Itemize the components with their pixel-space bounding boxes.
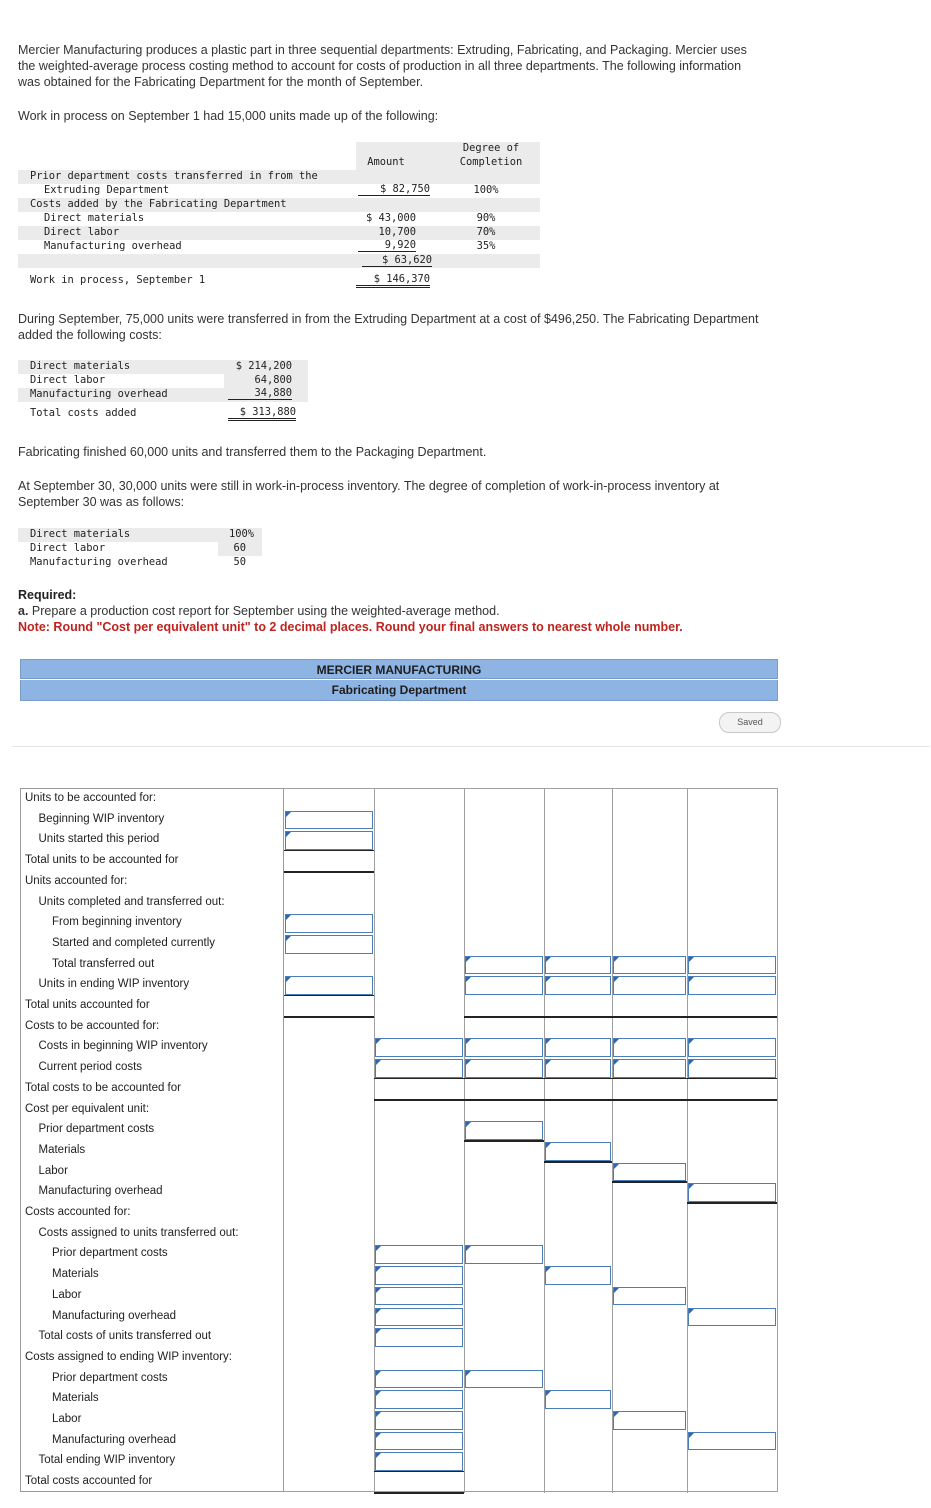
answer-input[interactable] bbox=[688, 976, 776, 995]
total-line bbox=[687, 1202, 777, 1204]
total-line bbox=[374, 1099, 777, 1101]
answer-input[interactable] bbox=[688, 1183, 776, 1202]
report-row-label: Total units accounted for bbox=[25, 999, 150, 1011]
added-costs-table bbox=[18, 360, 308, 424]
wip-dl-degree: 70% bbox=[476, 226, 496, 238]
report-row-label: Total costs of units transferred out bbox=[38, 1330, 212, 1343]
answer-input[interactable] bbox=[465, 1038, 543, 1057]
answer-input[interactable] bbox=[375, 1287, 463, 1306]
wip-row-prior-2: Extruding Department bbox=[44, 184, 170, 196]
total-line bbox=[464, 1016, 777, 1018]
ending-wip-line-2: September 30 was as follows: bbox=[18, 495, 185, 509]
answer-input[interactable] bbox=[613, 1287, 686, 1306]
answer-input[interactable] bbox=[375, 1308, 463, 1327]
report-row-label: Labor bbox=[52, 1288, 82, 1301]
total-line bbox=[612, 1181, 687, 1183]
added-total-val: $ 313,880 bbox=[228, 406, 296, 421]
report-row-label: Cost per equivalent unit: bbox=[25, 1102, 150, 1115]
report-row-label: Units to be accounted for: bbox=[25, 792, 157, 804]
report-row-label: Prior department costs bbox=[52, 1371, 168, 1384]
report-row-label: Labor bbox=[38, 1164, 68, 1177]
answer-input[interactable] bbox=[613, 1059, 686, 1078]
report-row-label: Materials bbox=[52, 1268, 99, 1281]
report-row-label: Labor bbox=[52, 1413, 82, 1425]
intro-paragraph bbox=[18, 42, 918, 90]
end-dl: Direct labor bbox=[30, 542, 106, 554]
wip-dl-amount: 10,700 bbox=[378, 226, 416, 238]
report-row-label: Costs accounted for: bbox=[25, 1206, 131, 1218]
answer-input[interactable] bbox=[465, 1245, 543, 1264]
answer-input[interactable] bbox=[375, 1411, 463, 1430]
answer-input[interactable] bbox=[285, 935, 373, 954]
report-company: MERCIER MANUFACTURING bbox=[20, 659, 778, 679]
answer-input[interactable] bbox=[375, 1370, 463, 1389]
total-line bbox=[284, 995, 374, 996]
wip-col-degree-2: Completion bbox=[459, 156, 523, 168]
answer-input[interactable] bbox=[375, 1266, 463, 1285]
report-row-label: Units in ending WIP inventory bbox=[38, 978, 190, 991]
added-moh: Manufacturing overhead bbox=[30, 388, 168, 400]
intro-line-2: the weighted-average process costing method to account for costs of production in all three departments. The following information bbox=[18, 59, 742, 73]
finished-paragraph: Fabricating finished 60,000 units and transferred them to the Packaging Department. bbox=[18, 445, 487, 459]
answer-input[interactable] bbox=[285, 914, 373, 933]
answer-input[interactable] bbox=[375, 1245, 463, 1264]
total-line bbox=[544, 1161, 612, 1163]
wip-prior-degree: 100% bbox=[473, 184, 499, 196]
total-line bbox=[284, 1016, 374, 1018]
end-dm: Direct materials bbox=[30, 528, 131, 540]
required-part-a bbox=[18, 603, 918, 619]
report-row-label: Manufacturing overhead bbox=[38, 1185, 163, 1198]
answer-input[interactable] bbox=[465, 976, 543, 995]
answer-input[interactable] bbox=[613, 976, 686, 995]
answer-input[interactable] bbox=[688, 1059, 776, 1078]
answer-input[interactable] bbox=[545, 1390, 611, 1409]
answer-input[interactable] bbox=[688, 956, 776, 975]
part-a-text: Prepare a production cost report for September using the weighted-average method. bbox=[31, 604, 500, 618]
total-line bbox=[284, 850, 374, 851]
end-dm-val: 100% bbox=[228, 528, 254, 540]
answer-input[interactable] bbox=[375, 1432, 463, 1451]
wip-moh-degree: 35% bbox=[476, 240, 496, 252]
end-dl-val: 60 bbox=[233, 542, 246, 554]
wip-row-dm: Direct materials bbox=[44, 212, 145, 224]
report-row-label: Prior department costs bbox=[52, 1247, 168, 1260]
answer-input[interactable] bbox=[375, 1059, 463, 1078]
wip-moh-amount: 9,920 bbox=[358, 239, 416, 252]
wip-col-degree-1: Degree of bbox=[462, 142, 520, 154]
report-row-label: Total costs to be accounted for bbox=[25, 1081, 181, 1094]
intro-line-3: was obtained for the Fabricating Department for the month of September. bbox=[18, 75, 424, 89]
ending-wip-table bbox=[18, 528, 262, 570]
wip-intro: Work in process on September 1 had 15,000 units made up of the following: bbox=[18, 109, 439, 123]
report-row-label: Manufacturing overhead bbox=[52, 1309, 177, 1322]
report-row-label: Manufacturing overhead bbox=[52, 1433, 177, 1446]
wip-dm-amount: $ 43,000 bbox=[365, 212, 416, 224]
answer-input[interactable] bbox=[285, 976, 373, 995]
wip-dm-degree: 90% bbox=[476, 212, 496, 224]
wip-col-amount: Amount bbox=[367, 156, 405, 168]
answer-input[interactable] bbox=[375, 1390, 463, 1409]
end-moh-val: 50 bbox=[233, 556, 246, 568]
row-labels bbox=[20, 788, 284, 1492]
answer-input[interactable] bbox=[613, 956, 686, 975]
report-row-label: Total units to be accounted for bbox=[25, 854, 179, 867]
total-line bbox=[284, 871, 374, 873]
answer-input[interactable] bbox=[688, 1432, 776, 1451]
report-row-label: Prior department costs bbox=[38, 1123, 155, 1136]
answer-input[interactable] bbox=[545, 1038, 611, 1057]
total-line bbox=[374, 1492, 464, 1494]
report-department: Fabricating Department bbox=[20, 680, 778, 701]
answer-input[interactable] bbox=[375, 1038, 463, 1057]
answer-input[interactable] bbox=[613, 1411, 686, 1430]
report-row-label: Total ending WIP inventory bbox=[38, 1454, 176, 1467]
answer-input[interactable] bbox=[545, 1059, 611, 1078]
added-dl-val: 64,800 bbox=[254, 374, 292, 386]
value-columns bbox=[284, 788, 778, 1492]
report-row-label: Current period costs bbox=[38, 1061, 143, 1074]
total-line bbox=[374, 1471, 464, 1472]
answer-input[interactable] bbox=[688, 1308, 776, 1327]
wip-prior-amount: $ 82,750 bbox=[358, 183, 430, 196]
report-grid bbox=[20, 788, 778, 1492]
answer-input[interactable] bbox=[465, 1121, 543, 1140]
column-divider bbox=[687, 789, 688, 1493]
answer-input[interactable] bbox=[375, 1328, 463, 1347]
answer-input[interactable] bbox=[465, 1059, 543, 1078]
answer-input[interactable] bbox=[545, 1266, 611, 1285]
wip-row-dl: Direct labor bbox=[44, 226, 120, 238]
wip-total-amount: $ 146,370 bbox=[356, 273, 430, 288]
wip-subtotal: $ 63,620 bbox=[362, 254, 432, 267]
report-row-label: Total transferred out bbox=[52, 957, 155, 970]
report-row-label: From beginning inventory bbox=[52, 916, 182, 929]
total-line bbox=[464, 1140, 544, 1142]
wip-row-total: Work in process, September 1 bbox=[30, 274, 206, 286]
answer-input[interactable] bbox=[545, 1142, 611, 1161]
transfer-paragraph bbox=[18, 311, 918, 343]
report-row-label: Units started this period bbox=[38, 833, 160, 846]
ending-wip-paragraph bbox=[18, 478, 918, 510]
report-row-label: Started and completed currently bbox=[52, 936, 216, 949]
added-moh-val: 34,880 bbox=[228, 387, 292, 400]
added-dm: Direct materials bbox=[30, 360, 131, 372]
report-row-label: Costs to be accounted for: bbox=[25, 1019, 160, 1032]
answer-input[interactable] bbox=[285, 831, 373, 850]
wip-row-added: Costs added by the Fabricating Department bbox=[30, 198, 287, 210]
report-row-label: Materials bbox=[52, 1392, 99, 1405]
report-row-label: Costs assigned to units transferred out: bbox=[38, 1226, 239, 1239]
report-row-label: Total costs accounted for bbox=[25, 1475, 153, 1488]
wip-row-moh: Manufacturing overhead bbox=[44, 240, 182, 252]
part-a-prefix: a. bbox=[18, 604, 29, 618]
report-row-label: Beginning WIP inventory bbox=[38, 812, 165, 825]
transfer-line-1: During September, 75,000 units were transferred in from the Extruding Department at a cost of $496,250. The Fabricating Department bbox=[18, 312, 759, 326]
end-moh: Manufacturing overhead bbox=[30, 556, 168, 568]
answer-input[interactable] bbox=[465, 1370, 543, 1389]
answer-input[interactable] bbox=[465, 956, 543, 975]
intro-line-1: Mercier Manufacturing produces a plastic part in three sequential departments: Extruding, Fabricating, and Packaging. Mercier uses bbox=[18, 43, 747, 57]
answer-input[interactable] bbox=[688, 1038, 776, 1057]
total-line bbox=[374, 1078, 777, 1079]
required-title: Required: bbox=[18, 588, 77, 602]
answer-input[interactable] bbox=[545, 976, 611, 995]
answer-input[interactable] bbox=[613, 1038, 686, 1057]
required-note: Note: Round "Cost per equivalent unit" to 2 decimal places. Round your final answers to nearest whole number. bbox=[18, 620, 683, 634]
added-dm-val: $ 214,200 bbox=[235, 360, 292, 372]
ending-wip-line-1: At September 30, 30,000 units were still in work-in-process inventory. The degree of completion of work-in-process inventory at bbox=[18, 479, 720, 493]
wip-table bbox=[18, 142, 540, 290]
report-row-label: Costs in beginning WIP inventory bbox=[38, 1040, 208, 1053]
report-toolbar bbox=[12, 701, 930, 747]
answer-input[interactable] bbox=[613, 1163, 686, 1182]
added-total: Total costs added bbox=[30, 407, 137, 419]
answer-input[interactable] bbox=[545, 956, 611, 975]
column-divider bbox=[612, 789, 613, 1493]
report-row-label: Materials bbox=[38, 1143, 86, 1156]
report-row-label: Units accounted for: bbox=[25, 874, 128, 887]
report-row-label: Units completed and transferred out: bbox=[38, 895, 225, 908]
wip-row-prior-1: Prior department costs transferred in from the bbox=[30, 170, 318, 182]
required-section bbox=[18, 587, 918, 635]
answer-input[interactable] bbox=[375, 1452, 463, 1471]
report-row-label: Costs assigned to ending WIP inventory: bbox=[25, 1350, 232, 1363]
transfer-line-2: added the following costs: bbox=[18, 328, 162, 342]
saved-badge: Saved bbox=[719, 712, 781, 733]
answer-input[interactable] bbox=[285, 811, 373, 830]
added-dl: Direct labor bbox=[30, 374, 106, 386]
